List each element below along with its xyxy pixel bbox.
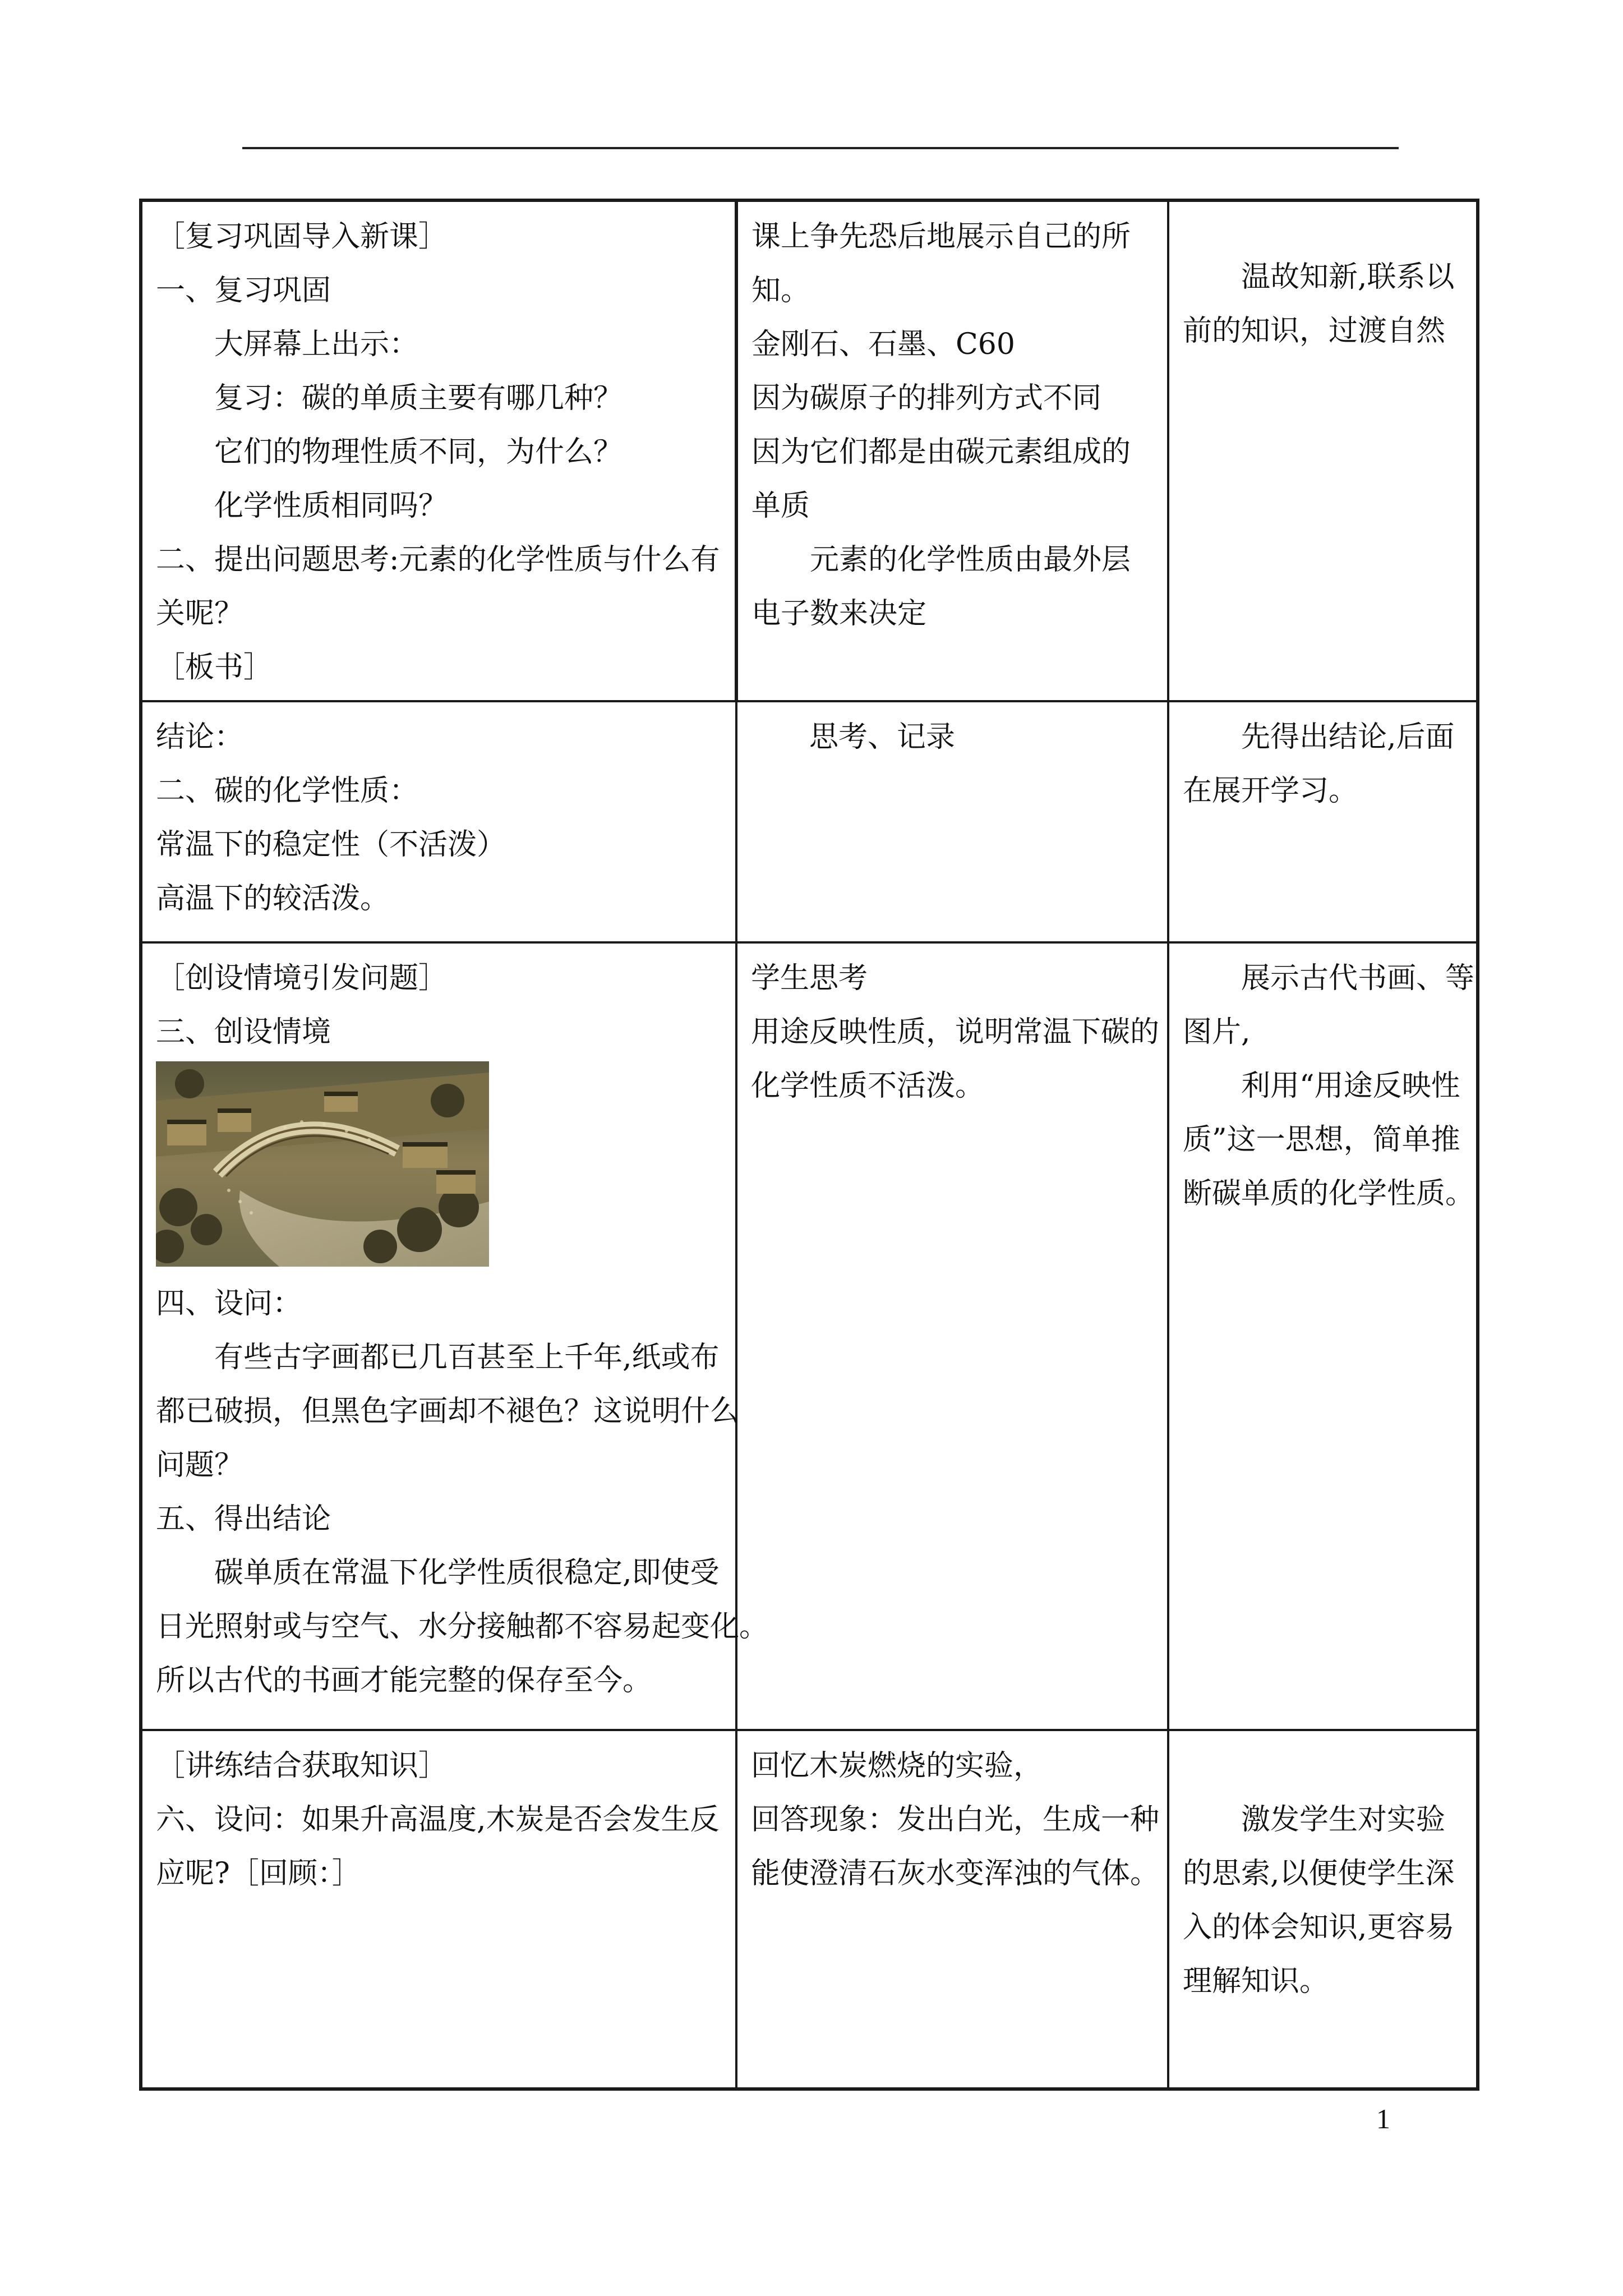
student-activity-cell (736, 1730, 1168, 2089)
text-line: 结论： (156, 720, 244, 754)
text-line: 都已破损，但黑色字画却不褪色？这说明什么 (156, 1395, 740, 1428)
text-line: 元素的化学性质由最外层 (810, 543, 1131, 577)
text-line: 先得出结论,后面 (1241, 720, 1455, 754)
teacher-activity-cell (141, 942, 769, 1730)
text-line: 断碳单质的化学性质。 (1183, 1177, 1475, 1211)
table-row (141, 1730, 1478, 2089)
text-line: 二、碳的化学性质： (156, 774, 419, 808)
text-line: 大屏幕上出示： (214, 328, 419, 361)
text-line: 展示古代书画、等 (1241, 961, 1475, 995)
text-line: 入的体会知识,更容易 (1183, 1911, 1455, 1944)
design-intent-cell (1168, 701, 1478, 942)
text-line: 五、得出结论 (156, 1502, 331, 1536)
text-line: 课上争先恐后地展示自己的所 (751, 220, 1131, 254)
text-line: 在展开学习。 (1183, 774, 1358, 808)
text-line: 前的知识，过渡自然 (1183, 314, 1446, 348)
text-line: 能使澄清石灰水变浑浊的气体。 (751, 1857, 1160, 1890)
teacher-activity-cell (141, 1730, 736, 2089)
lesson-plan-table (139, 199, 1479, 2091)
text-line: 日光照射或与空气、水分接触都不容易起变化。 (156, 1610, 769, 1644)
table-row (141, 701, 1478, 942)
text-line: 关呢？ (156, 597, 244, 631)
text-line: 的思索,以便使学生深 (1183, 1857, 1455, 1890)
text-line: 因为碳原子的排列方式不同 (751, 381, 1102, 415)
text-line: 三、创设情境 (156, 1015, 331, 1049)
text-line: 因为它们都是由碳元素组成的 (751, 435, 1131, 469)
text-line: ［创设情境引发问题］ (156, 961, 448, 995)
text-line: ［复习巩固导入新课］ (156, 220, 448, 254)
table-row (141, 200, 1478, 701)
text-line: 常温下的稳定性（不活泼） (156, 828, 506, 862)
text-line: 四、设问： (156, 1287, 302, 1320)
text-line: 应呢?［回顾：］ (156, 1857, 361, 1890)
text-line: 用途反映性质，说明常温下碳的 (751, 1015, 1160, 1049)
text-line: ［板书］ (156, 651, 273, 684)
text-line: 金刚石、石墨、C60 (751, 328, 1015, 361)
text-line: 激发学生对实验 (1241, 1803, 1446, 1837)
text-line: 碳单质在常温下化学性质很稳定,即使受 (214, 1556, 720, 1590)
teacher-activity-cell (141, 200, 736, 701)
design-intent-cell (1168, 1730, 1478, 2089)
text-line: 知。 (751, 274, 810, 307)
text-line: 有些古字画都已几百甚至上千年,纸或布 (214, 1341, 720, 1374)
text-line: 图片, (1183, 1015, 1251, 1049)
text-line: 一、复习巩固 (156, 274, 331, 307)
student-activity-cell (736, 200, 1168, 701)
text-line: 质”这一思想，简单推 (1183, 1123, 1460, 1157)
ancient-painting-image (156, 1061, 489, 1267)
page-number: 1 (1376, 2103, 1390, 2134)
text-line: 问题？ (156, 1448, 244, 1482)
text-line: 二、提出问题思考:元素的化学性质与什么有 (156, 543, 720, 577)
text-line: 所以古代的书画才能完整的保存至今。 (156, 1664, 652, 1697)
text-line: 它们的物理性质不同，为什么？ (214, 435, 623, 469)
student-activity-cell (736, 701, 1168, 942)
text-line: 思考、记录 (809, 720, 956, 754)
text-line: 学生思考 (751, 961, 868, 995)
text-line: 理解知识。 (1183, 1964, 1329, 1998)
text-line: 化学性质相同吗？ (214, 489, 448, 523)
text-line: 回忆木炭燃烧的实验， (751, 1749, 1043, 1783)
text-line: 高温下的较活泼。 (156, 882, 390, 915)
design-intent-cell (1168, 200, 1478, 701)
teacher-activity-cell (141, 701, 736, 942)
text-line: 六、设问：如果升高温度,木炭是否会发生反 (156, 1803, 720, 1837)
text-line: ［讲练结合获取知识］ (156, 1749, 448, 1783)
table-row (141, 942, 1478, 1730)
student-activity-cell (736, 942, 1168, 1730)
text-line: 单质 (751, 489, 810, 523)
text-line: 电子数来决定 (751, 597, 927, 631)
header-rule (242, 147, 1399, 149)
text-line: 温故知新,联系以 (1241, 260, 1455, 294)
text-line: 利用“用途反映性 (1241, 1069, 1460, 1103)
design-intent-cell (1168, 942, 1478, 1730)
text-line: 化学性质不活泼。 (751, 1069, 985, 1103)
text-line: 复习：碳的单质主要有哪几种？ (214, 381, 623, 415)
text-line: 回答现象：发出白光，生成一种 (751, 1803, 1160, 1837)
